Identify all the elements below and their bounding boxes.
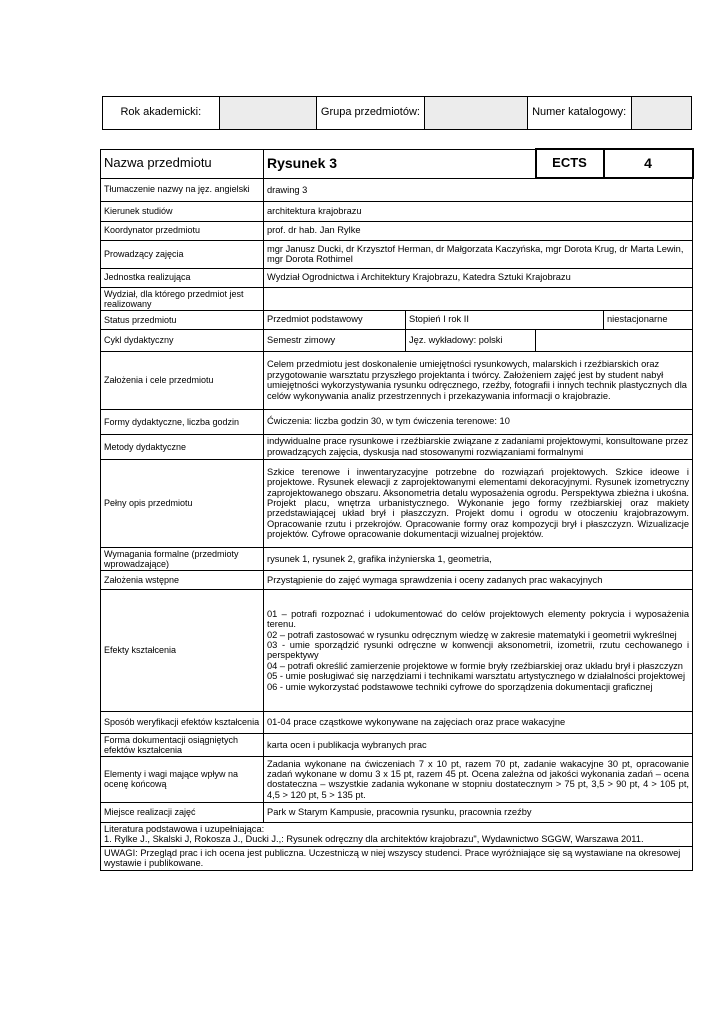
miejsce-value: Park w Starym Kampusie, pracownia rysunku, pracownia rzeźby: [264, 802, 693, 822]
tlumaczenie-value: drawing 3: [264, 178, 693, 201]
status-label: Status przedmiotu: [101, 310, 264, 329]
jednostka-label: Jednostka realizująca: [101, 268, 264, 287]
grupa-przedmiotow-field[interactable]: [424, 97, 527, 130]
sposob-value: 01-04 prace cząstkowe wykonywane na zajęciach oraz prace wakacyjne: [264, 711, 693, 733]
elementy-label: Elementy i wagi mające wpływ na ocenę końcową: [101, 756, 264, 802]
efekty-label: Efekty kształcenia: [101, 589, 264, 711]
forma-dokumentacji-value: karta ocen i publikacja wybranych prac: [264, 733, 693, 756]
efekt-03: 03 - umie sporządzić rysunki odręczne w konwencji aksonometrii, izometrii, rzutu cechowanego i perspektywy: [267, 639, 690, 661]
nazwa-przedmiotu-label: Nazwa przedmiotu: [101, 149, 264, 178]
formy-value: Ćwiczenia: liczba godzin 30, w tym ćwiczenia terenowe: 10: [264, 409, 693, 434]
efekt-01: 01 – potrafi rozpoznać i udokumentować do celów projektowych elementy pokrycia i wyposażenia terenu.: [267, 608, 690, 630]
zalozenia-cele-label: Założenia i cele przedmiotu: [101, 351, 264, 409]
efekt-04: 04 – potrafi określić zamierzenie projektowe w formie bryły rzeźbiarskiej oraz układu brył i płaszczyzn: [267, 660, 683, 671]
efekty-value: [264, 589, 693, 711]
zalozenia-cele-value: Celem przedmiotu jest doskonalenie umiejętności rysunkowych, malarskich i rzeźbiarskich oraz przygotowanie warsztatu przyszłego projektanta i twórcy. Założeniem zajęć jest by student nabył umiejętności wykorzystywania rysunku odręcznego, rzeźby, fotografii i innych technik plastycznych dla celów wykonywania analiz przestrzennych i przekazywania informacji o krajobrazie.: [264, 351, 693, 409]
wydzial-value: [264, 287, 693, 310]
wymagania-label: Wymagania formalne (przedmioty wprowadzające): [101, 547, 264, 570]
rok-akademicki-field[interactable]: [219, 97, 316, 130]
miejsce-label: Miejsce realizacji zajęć: [101, 802, 264, 822]
numer-katalogowy-field[interactable]: [631, 97, 692, 130]
formy-label: Formy dydaktyczne, liczba godzin: [101, 409, 264, 434]
status-value-stopien: Stopień I rok II: [406, 310, 604, 329]
forma-dokumentacji-label: Forma dokumentacji osiągniętych efektów kształcenia: [101, 733, 264, 756]
cykl-label: Cykl dydaktyczny: [101, 329, 264, 351]
nazwa-przedmiotu-value: Rysunek 3: [264, 149, 536, 178]
header-table: [102, 96, 692, 130]
elementy-value: Zadania wykonane na ćwiczeniach 7 x 10 pt, razem 70 pt, zadanie wakacyjne 30 pt, opracowanie zadań wykonane w domu 3 x 15 pt, razem 45 pt. Ocena zależna od jakości wykonania zadań – ocena dostateczna – wszystkie zadania wykonane w stopniu dostatecznym > 75 pt, 3,5 > 90 pt, 4 > 105 pt, 4,5 > 120 pt, 5 > 135 pt.: [264, 756, 693, 802]
status-value-tryb: niestacjonarne: [604, 310, 693, 329]
kierunek-label: Kierunek studiów: [101, 201, 264, 221]
koordynator-label: Koordynator przedmiotu: [101, 221, 264, 240]
cykl-value-empty: [536, 329, 693, 351]
sposob-label: Sposób weryfikacji efektów kształcenia: [101, 711, 264, 733]
zalozenia-wstepne-value: Przystąpienie do zajęć wymaga sprawdzenia i oceny zadanych prac wakacyjnych: [264, 570, 693, 589]
literatura-cell: [101, 822, 693, 846]
literatura-item-1: 1. Rylke J., Skalski J, Rokosza J., Ducki J.,: Rysunek odręczny dla architektów krajobrazu", Wydawnictwo SGGW, Warszawa 2011.: [104, 834, 644, 845]
status-value-przedmiot: Przedmiot podstawowy: [264, 310, 406, 329]
wymagania-value: rysunek 1, rysunek 2, grafika inżynierska 1, geometria,: [264, 547, 693, 570]
opis-label: Pełny opis przedmiotu: [101, 459, 264, 547]
metody-label: Metody dydaktyczne: [101, 434, 264, 459]
kierunek-value: architektura krajobrazu: [264, 201, 693, 221]
prowadzacy-value: mgr Janusz Ducki, dr Krzysztof Herman, dr Małgorzata Kaczyńska, mgr Dorota Krug, dr Marta Lewin, mgr Dorota Rothimel: [264, 240, 693, 268]
numer-katalogowy-label: Numer katalogowy:: [527, 97, 631, 130]
literatura-heading: Literatura podstawowa i uzupełniająca:: [104, 824, 265, 835]
uwagi-cell: UWAGI: Przegląd prac i ich ocena jest publiczna. Uczestniczą w niej wszyscy studenci. Prace wyróżniające się są wystawiane na okresowej wystawie i publikowane.: [101, 846, 693, 870]
opis-value: Szkice terenowe i inwentaryzacyjne potrzebne do rozwiązań projektowych. Szkice ideowe i projektowe. Rysunek elewacji z zaprojektowanymi elementami dekoracyjnymi. Rysunek izometryczny zaprojektowanego obszaru. Aksonometria detalu wyposażenia ogrodu. Perspektywa zbieżna i ukośna. Projekt placu, wnętrza urbanistycznego. Wykonanie jego formy rzeźbiarskiej oraz makiety przedstawiającej układ brył i płaszczyzn. Projekt domu i ogrodu w otoczeniu krajobrazowym. Opracowanie rzutu i przekrojów. Opracowanie formy oraz kompozycji brył i płaszczyzn. Wizualizacje projektów. Cyfrowe opracowanie dokumentacji wizualnej projektów.: [264, 459, 693, 547]
tlumaczenie-label: Tłumaczenie nazwy na jęz. angielski: [101, 178, 264, 201]
grupa-przedmiotow-label: Grupa przedmiotów:: [316, 97, 424, 130]
jednostka-value: Wydział Ogrodnictwa i Architektury Krajobrazu, Katedra Sztuki Krajobrazu: [264, 268, 693, 287]
efekt-02: 02 – potrafi zastosować w rysunku odręcznym wiedzę w zakresie matematyki i geometrii wykreślnej: [267, 629, 677, 640]
cykl-value-jezyk: Jęz. wykładowy: polski: [406, 329, 536, 351]
zalozenia-wstepne-label: Założenia wstępne: [101, 570, 264, 589]
efekt-05: 05 - umie posługiwać się narzędziami i technikami warsztatu artystycznego w działalności projektowej: [267, 671, 686, 682]
course-table: [100, 148, 694, 871]
metody-value: indywidualne prace rysunkowe i rzeźbiarskie związane z zadaniami projektowymi, konsultowane przez prowadzących zajęcia, dyskusja nad stosowanymi rozwiązaniami formalnymi: [264, 434, 693, 459]
ects-value: 4: [604, 149, 693, 178]
efekt-06: 06 - umie wykorzystać podstawowe techniki cyfrowe do sporządzenia dokumentacji graficznej: [267, 681, 653, 692]
prowadzacy-label: Prowadzący zajęcia: [101, 240, 264, 268]
cykl-value-semestr: Semestr zimowy: [264, 329, 406, 351]
ects-label: ECTS: [536, 149, 604, 178]
rok-akademicki-label: Rok akademicki:: [103, 97, 220, 130]
wydzial-label: Wydział, dla którego przedmiot jest realizowany: [101, 287, 264, 310]
koordynator-value: prof. dr hab. Jan Rylke: [264, 221, 693, 240]
